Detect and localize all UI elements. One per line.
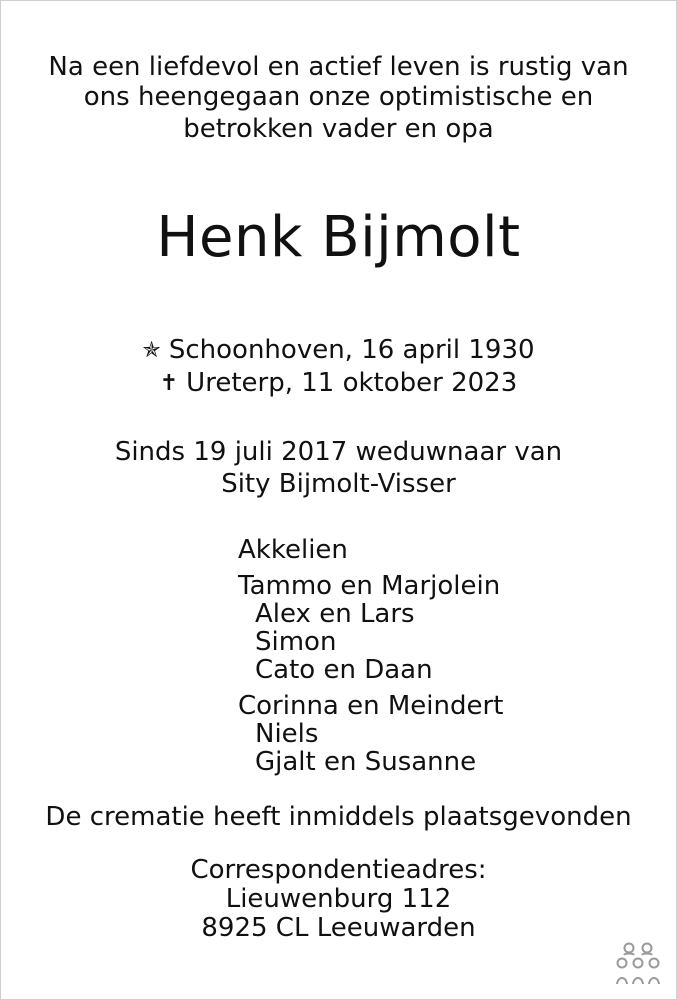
correspondence-address xyxy=(0,856,677,943)
address-heading: Correspondentieadres: xyxy=(190,855,487,885)
family-member-child: Simon xyxy=(255,627,337,657)
address-street: Lieuwenburg 112 xyxy=(225,884,452,914)
birth-date-line xyxy=(0,334,677,367)
family-member-parent: Tammo en Marjolein xyxy=(238,571,501,601)
widower-line-2: Sity Bijmolt-Visser xyxy=(221,469,456,499)
family-member-child: Niels xyxy=(255,719,319,749)
family-member-parent: Corinna en Meindert xyxy=(238,691,504,721)
intro-line-1: Na een liefdevol en actief leven is rustig van xyxy=(48,52,629,82)
cross-icon: ✝ xyxy=(159,371,179,396)
widower-text xyxy=(0,436,677,500)
family-member-child: Cato en Daan xyxy=(255,655,433,685)
birth-date: Schoonhoven, 16 april 1930 xyxy=(168,335,535,365)
intro-line-2: ons heengegaan onze optimistische en xyxy=(83,82,594,112)
death-date-line xyxy=(0,367,677,400)
deceased-name: Henk Bijmolt xyxy=(156,205,521,270)
family-member-child: Alex en Lars xyxy=(255,599,415,629)
widower-line-1: Sinds 19 juli 2017 weduwnaar van xyxy=(114,437,563,467)
intro-text xyxy=(0,52,677,144)
people-group-icon xyxy=(614,940,662,988)
family-group xyxy=(238,572,503,684)
family-group xyxy=(238,536,503,564)
family-member-child: Gjalt en Susanne xyxy=(255,747,477,777)
family-list xyxy=(238,536,503,784)
cremation-note: De crematie heeft inmiddels plaatsgevonden xyxy=(45,802,632,832)
family-member-parent: Akkelien xyxy=(238,535,348,565)
death-date: Ureterp, 11 oktober 2023 xyxy=(186,368,518,398)
intro-line-3: betrokken vader en opa xyxy=(183,114,494,144)
family-group xyxy=(238,692,503,776)
address-city: 8925 CL Leeuwarden xyxy=(201,913,476,943)
star-icon: ✯ xyxy=(142,338,161,363)
birth-death-dates xyxy=(0,334,677,400)
